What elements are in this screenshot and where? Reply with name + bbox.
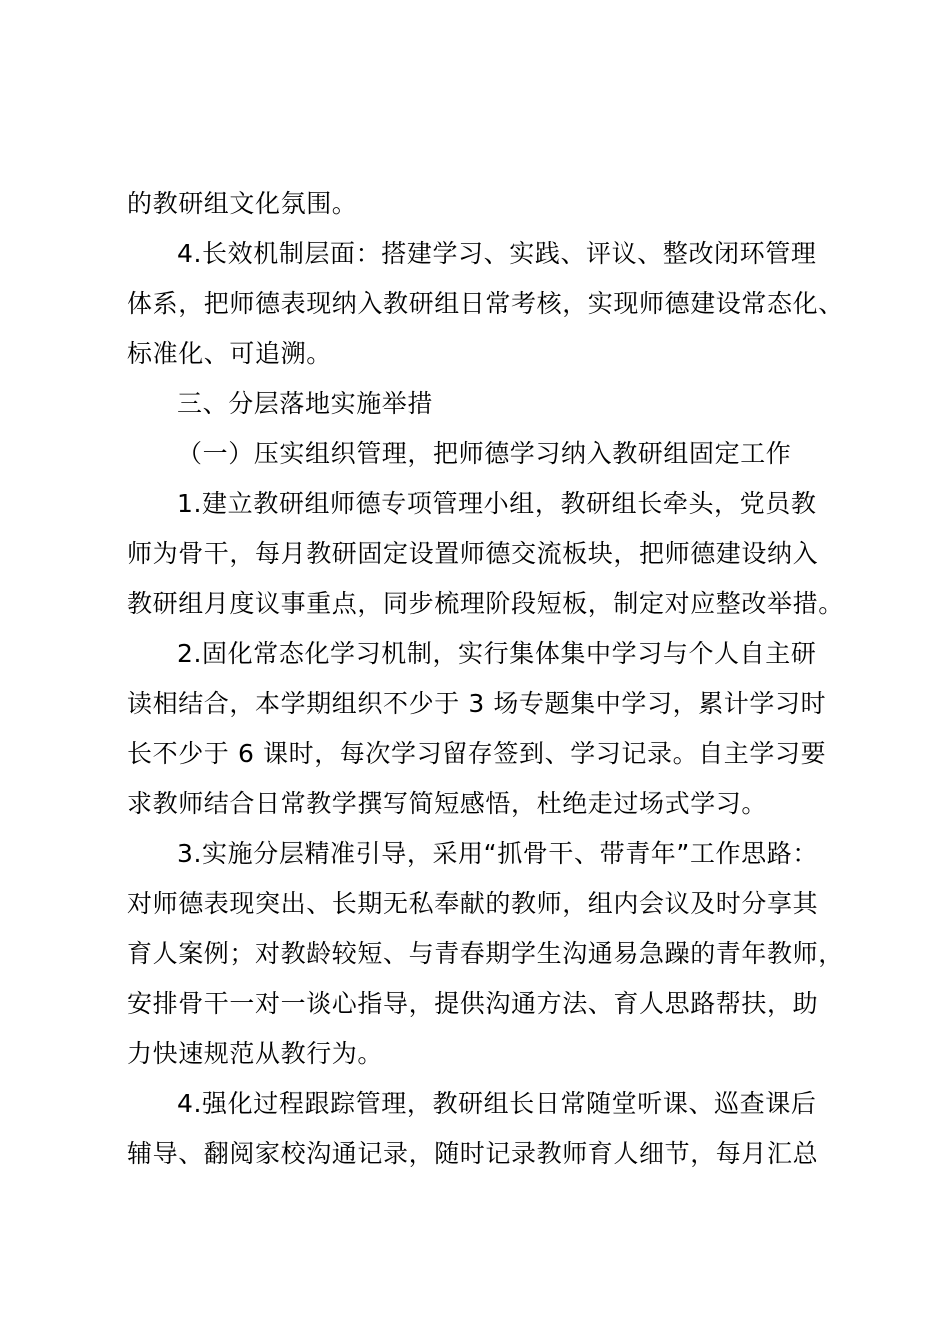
- paragraph-line: 体系，把师德表现纳入教研组日常考核，实现师德建设常态化、: [127, 289, 844, 318]
- paragraph-line: 读相结合，本学期组织不少于 3 场专题集中学习，累计学习时: [127, 689, 827, 718]
- paragraph-line: 1.建立教研组师德专项管理小组，教研组长牵头，党员教: [177, 489, 817, 518]
- paragraph-line: 辅导、翻阅家校沟通记录，随时记录教师育人细节，每月汇总: [127, 1139, 819, 1168]
- paragraph-line: 对师德表现突出、长期无私奉献的教师，组内会议及时分享其: [127, 889, 819, 918]
- paragraph-line: 长不少于 6 课时，每次学习留存签到、学习记录。自主学习要: [127, 739, 827, 768]
- section-heading: 三、分层落地实施举措: [177, 389, 434, 418]
- paragraph-line: 标准化、可追溯。: [127, 339, 332, 368]
- paragraph-line: 4.长效机制层面：搭建学习、实践、评议、整改闭环管理: [177, 239, 817, 268]
- paragraph-line: 3.实施分层精准引导，采用“抓骨干、带青年”工作思路：: [177, 839, 818, 868]
- paragraph-line: 4.强化过程跟踪管理，教研组长日常随堂听课、巡查课后: [177, 1089, 817, 1118]
- paragraph-line: 力快速规范从教行为。: [127, 1039, 384, 1068]
- paragraph-line: 求教师结合日常教学撰写简短感悟，杜绝走过场式学习。: [127, 789, 768, 818]
- paragraph-line: 育人案例；对教龄较短、与青春期学生沟通易急躁的青年教师，: [127, 939, 844, 968]
- paragraph-line: 教研组月度议事重点，同步梳理阶段短板，制定对应整改举措。: [127, 589, 844, 618]
- paragraph-line: 的教研组文化氛围。: [127, 189, 358, 218]
- paragraph-line: 2.固化常态化学习机制，实行集体集中学习与个人自主研: [177, 639, 817, 668]
- paragraph-line: 安排骨干一对一谈心指导，提供沟通方法、育人思路帮扶，助: [127, 989, 819, 1018]
- subsection-heading: （一）压实组织管理，把师德学习纳入教研组固定工作: [177, 439, 792, 468]
- paragraph-line: 师为骨干，每月教研固定设置师德交流板块，把师德建设纳入: [127, 539, 819, 568]
